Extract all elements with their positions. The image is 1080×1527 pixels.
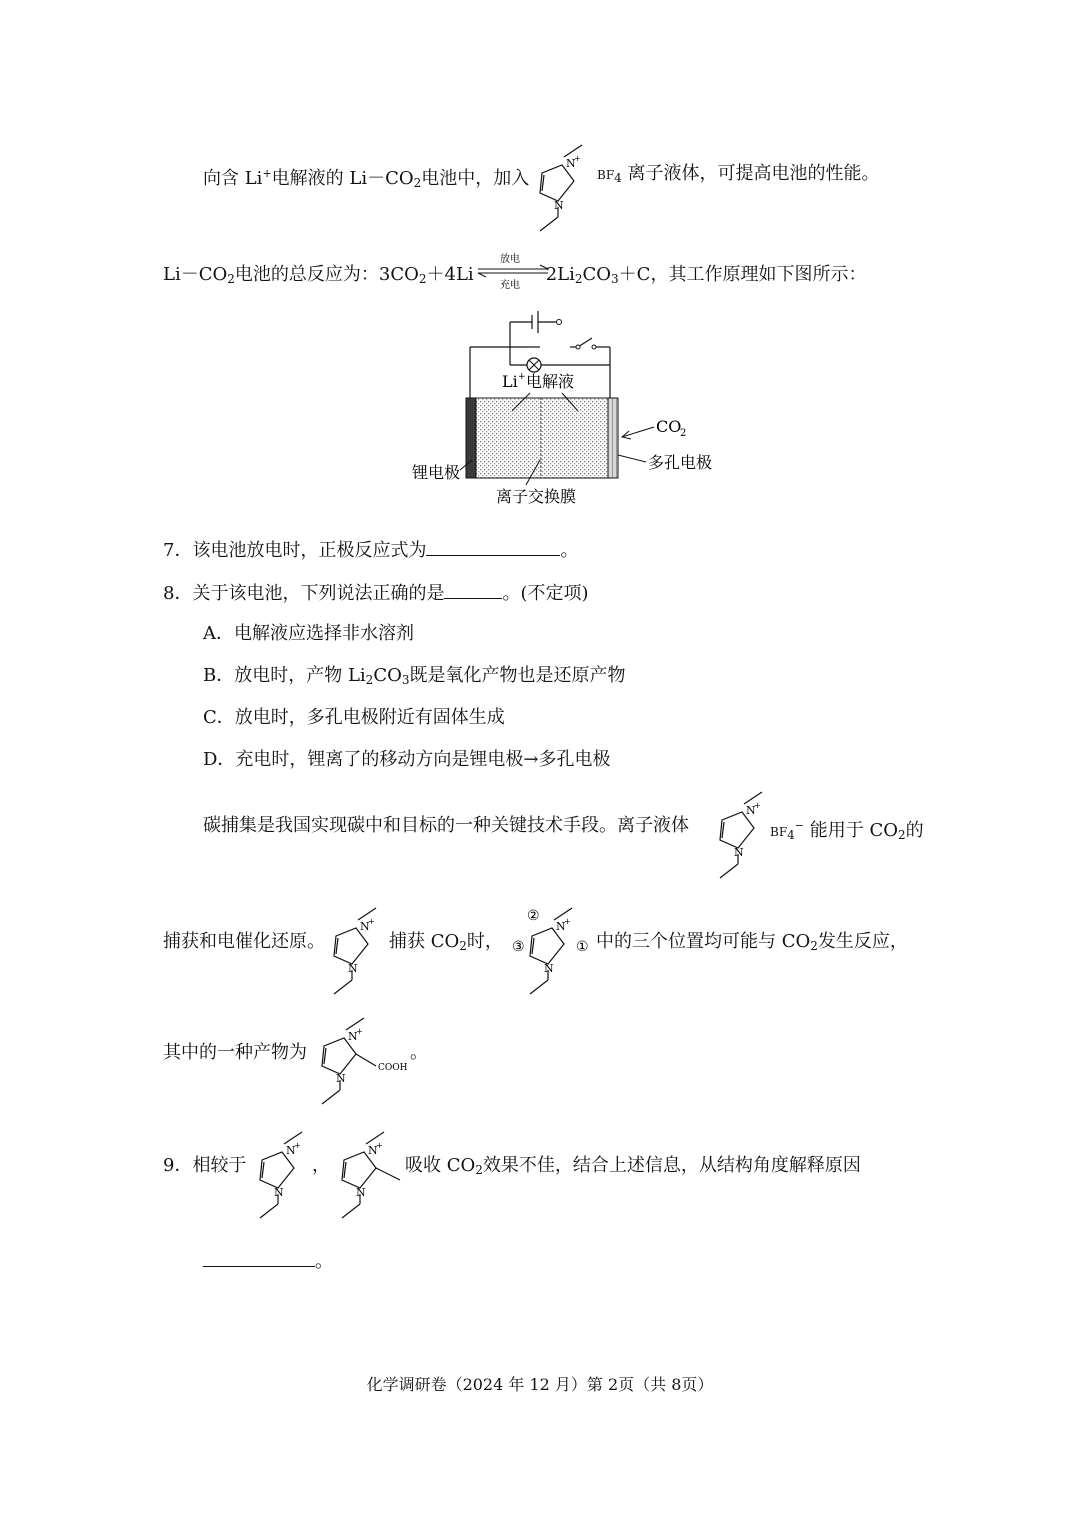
svg-text:COOH: COOH	[378, 1063, 408, 1073]
carboxylic-product-structure	[310, 1008, 420, 1114]
option-b[interactable]: B．放电时，产物 $Li_2CO_3$既是氧化产物也是还原产物	[203, 665, 626, 687]
lamp-icon	[527, 358, 541, 372]
question-9-answer: 。	[203, 1248, 333, 1274]
position-1-label: ①	[576, 939, 589, 955]
svg-text:放电: 放电	[500, 254, 520, 265]
svg-text:+: +	[518, 372, 526, 382]
product-line-end: 。	[410, 1042, 428, 1063]
question-9-comma: ，	[312, 1155, 330, 1176]
svg-text:N: N	[274, 1186, 284, 1199]
svg-text:+: +	[574, 154, 581, 163]
svg-text:+: +	[356, 1027, 363, 1036]
svg-text:+: +	[368, 917, 375, 926]
svg-text:N: N	[348, 962, 358, 975]
svg-text:N: N	[746, 804, 756, 817]
svg-text:+: +	[564, 917, 571, 926]
carbon-capture-line: 碳捕集是我国实现碳中和目标的一种关键技术手段。离子液体	[203, 815, 689, 836]
answer-blank-8[interactable]	[444, 580, 502, 599]
position-2-label: ②	[527, 908, 540, 924]
capture-line-b: 捕获 $CO_2$时，	[389, 931, 503, 953]
option-d[interactable]: D．充电时，锂离了的移动方向是锂电极→多孔电极	[203, 749, 611, 770]
svg-text:N: N	[734, 846, 744, 859]
svg-text:N: N	[356, 1186, 366, 1199]
svg-text:N: N	[286, 1144, 296, 1157]
question-7: 7．该电池放电时，正极反应式为 。	[163, 537, 578, 563]
option-a[interactable]: A．电解液应选择非水溶剂	[203, 623, 414, 644]
svg-text:+: +	[376, 1141, 383, 1150]
svg-text:N: N	[554, 199, 564, 212]
answer-blank-7[interactable]	[426, 537, 560, 556]
position-3-label: ③	[512, 939, 525, 955]
imidazolium-structure-4	[248, 1122, 318, 1227]
imidazolium-structure-1	[528, 135, 598, 240]
svg-text:N: N	[360, 920, 370, 933]
question-8: 8．关于该电池，下列说法正确的是 。(不定项)	[163, 580, 589, 606]
svg-text:2: 2	[680, 428, 687, 439]
carbon-capture-line-tail: $BF_4^-$ 能用于 $CO_2$的	[770, 819, 924, 842]
question-9-b: 吸收 $CO_2$效果不佳，结合上述信息，从结构角度解释原因	[405, 1155, 861, 1177]
svg-text:充电: 充电	[500, 280, 520, 291]
svg-text:+: +	[754, 801, 761, 810]
question-9-a: 9．相较于	[163, 1155, 247, 1176]
reaction-line: $Li-CO_2$电池的总反应为：$3CO_2+4Li$ $2Li_2CO_3+C$，其工作原理如下图所示：	[163, 264, 867, 286]
intro-line-tail: $BF_4$ 离子液体，可提高电池的性能。	[597, 163, 880, 185]
capture-line-a: 捕获和电催化还原。	[163, 931, 325, 952]
reversible-arrow	[476, 250, 552, 292]
imidazolium-structure-2	[708, 782, 778, 887]
svg-text:N: N	[566, 157, 576, 170]
svg-text:N: N	[556, 920, 566, 933]
intro-line: 向含 Li+电解液的 $Li-CO_2$电池中，加入	[203, 167, 530, 190]
svg-text:Li: Li	[502, 372, 518, 391]
product-line: 其中的一种产物为	[163, 1042, 307, 1063]
answer-blank-9[interactable]	[203, 1248, 315, 1267]
imidazolium-structure-3	[322, 898, 392, 1003]
svg-text:CO: CO	[656, 417, 682, 436]
svg-text:N: N	[348, 1030, 358, 1043]
svg-text:+: +	[294, 1141, 301, 1150]
page-footer: 化学调研卷（2024 年 12 月）第 2页（共 8页）	[366, 1375, 714, 1394]
svg-text:N: N	[336, 1072, 346, 1085]
svg-text:电解液: 电解液	[526, 372, 575, 391]
svg-text:N: N	[368, 1144, 378, 1157]
imidazolium-structure-numbered	[512, 898, 597, 1003]
svg-text:多孔电极: 多孔电极	[648, 453, 713, 472]
methyl-imidazolium-structure	[330, 1122, 410, 1227]
svg-text:离子交换膜: 离子交换膜	[496, 487, 577, 506]
svg-text:锂电极: 锂电极	[412, 463, 461, 482]
svg-text:N: N	[544, 962, 554, 975]
capture-line-c: 中的三个位置均可能与 $CO_2$发生反应，	[596, 931, 908, 953]
battery-diagram	[400, 305, 730, 510]
option-c[interactable]: C．放电时，多孔电极附近有固体生成	[203, 707, 505, 728]
